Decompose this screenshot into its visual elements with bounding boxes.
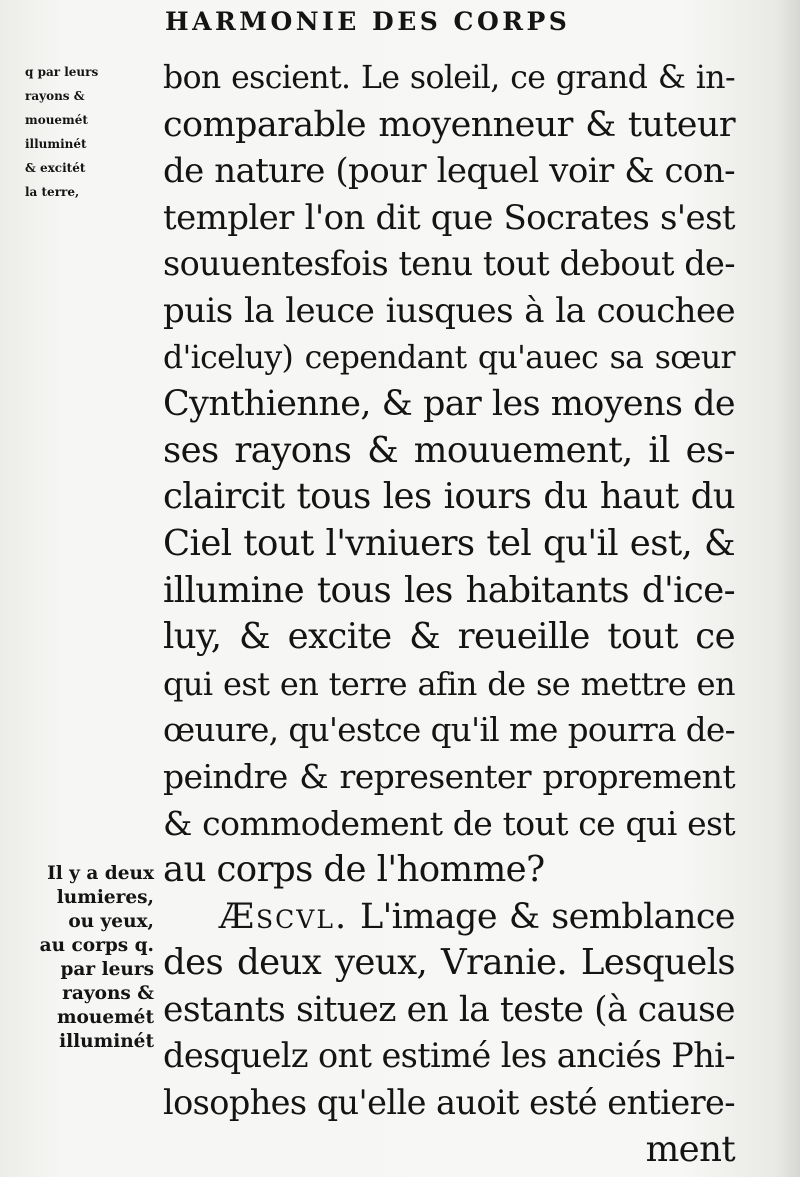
body-line: luy, & excite & reueille tout ce	[163, 616, 735, 658]
running-head: HARMONIE DES CORPS	[165, 7, 571, 36]
marginal-note-line: Il y a deux	[47, 863, 154, 884]
speech-line-text: L'image & semblance	[359, 896, 736, 937]
marginal-note-line: lumieres,	[56, 887, 154, 908]
marginal-note-line: rayons &	[25, 89, 85, 103]
marginal-note-1	[25, 60, 173, 204]
marginal-note-line: q par leurs	[25, 65, 99, 79]
body-line: souuentesfois tenu tout debout de-	[163, 244, 735, 284]
body-line: puis la leuce iusques à la couchee	[163, 290, 735, 331]
speech-line: desquelz ont estimé les anciés Phi-	[163, 1036, 735, 1076]
body-line: de nature (pour lequel voir & con-	[163, 151, 735, 192]
marginal-note-line: ou yeux,	[68, 911, 154, 932]
marginal-note-line: mouemét	[56, 1007, 154, 1028]
marginal-note-line: par leurs	[60, 959, 154, 980]
body-line: ses rayons & mouuement, il es-	[163, 429, 735, 471]
marginal-note-line: mouemét	[25, 113, 88, 127]
marginal-note-line: rayons &	[62, 983, 154, 1004]
marginal-note-line: la terre,	[25, 185, 80, 199]
marginal-note-line: illuminét	[25, 137, 87, 151]
body-line: Ciel tout l'vniuers tel qu'il est, &	[163, 522, 735, 564]
marginal-note-line: & excitét	[25, 161, 86, 175]
body-line: illumine tous les habitants d'ice-	[163, 569, 735, 611]
speech-line: des deux yeux, Vranie. Lesquels	[163, 942, 735, 984]
marginal-note-line: au corps q.	[39, 935, 154, 956]
body-text	[163, 55, 735, 1173]
body-line: peindre & representer proprement	[163, 756, 735, 796]
body-line: d'iceluy) cependant qu'auec sa sœur	[163, 339, 735, 376]
speech-line: losophes qu'elle auoit esté entiere-	[163, 1083, 735, 1123]
body-line: Cynthienne, & par les moyens de	[163, 384, 735, 425]
body-line: & commodement de tout ce qui est	[163, 803, 735, 843]
body-line: œuure, qu'estce qu'il me pourra de-	[163, 711, 735, 750]
body-line: qui est en terre afin de se mettre en	[163, 664, 735, 703]
body-line: au corps de l'homme?	[163, 849, 545, 891]
marginal-note-line: illuminét	[59, 1031, 154, 1052]
body-line: templer l'on dit que Socrates s'est	[163, 197, 735, 238]
marginal-note-2	[14, 862, 154, 1054]
body-line: claircit tous les iours du haut du	[163, 476, 735, 518]
speech-line: estants situez en la teste (à cause	[163, 989, 735, 1030]
speaker-name: Æscvl.	[219, 896, 349, 937]
catchword: ment	[645, 1128, 735, 1170]
speech-first-line	[163, 894, 735, 941]
body-line: bon escient. Le soleil, ce grand & in-	[163, 60, 735, 96]
body-line: comparable moyenneur & tuteur	[163, 104, 735, 145]
